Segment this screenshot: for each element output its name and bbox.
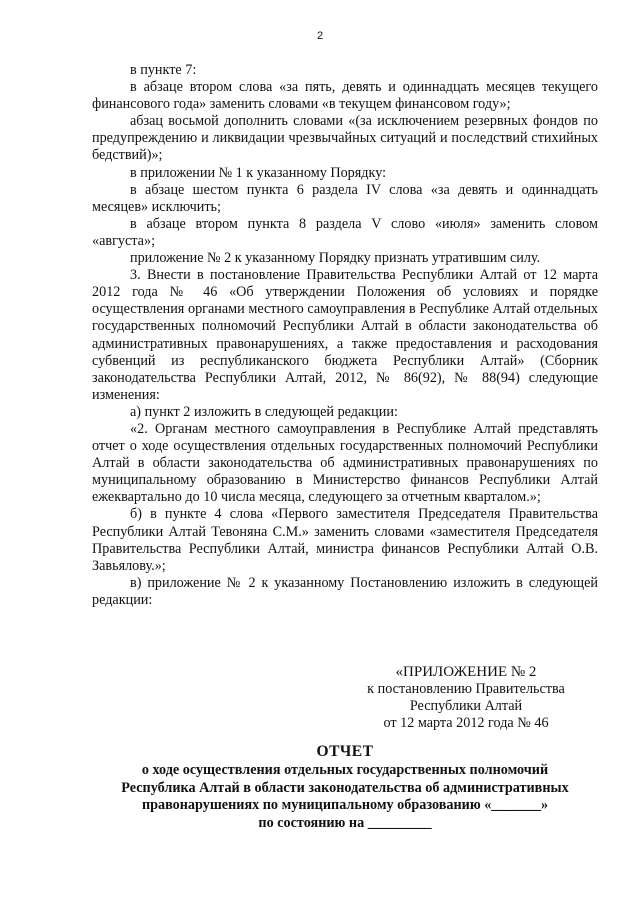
paragraph: а) пункт 2 изложить в следующей редакции: xyxy=(130,403,398,420)
report-subtitle-line: правонарушениях по муниципальному образованию «_______» xyxy=(141,797,549,813)
appendix-line: Республики Алтай xyxy=(409,698,523,714)
body-text xyxy=(92,62,598,609)
page-number: 2 xyxy=(316,30,324,42)
paragraph: приложение № 2 к указанному Порядку признать утратившим силу. xyxy=(130,250,541,267)
paragraph: в абзаце втором пункта 8 раздела V слово «июля» заменить словом «августа»; xyxy=(92,215,598,249)
report-subtitle-line: о ходе осуществления отдельных государственных полномочий xyxy=(141,762,549,778)
appendix-line: от 12 марта 2012 года № 46 xyxy=(383,715,549,731)
report-heading xyxy=(80,742,610,832)
paragraph: «2. Органам местного самоуправления в Республике Алтай представлять отчет о ходе осуществления отдельных государственных полномочий Республики Алтай в области законодательства об административных правонарушениях по муниципальному образованию в Министерство финансов Республики Алтай ежеквартально до 10 числа месяца, следующего за отчетным кварталом.»; xyxy=(92,420,598,506)
paragraph: в абзаце шестом пункта 6 раздела IV слова «за девять и одиннадцать месяцев» исключить; xyxy=(92,181,598,215)
report-date-line: по состоянию на _________ xyxy=(258,814,432,831)
paragraph: в абзаце втором слова «за пять, девять и одиннадцать месяцев текущего финансового года» заменить словами «в текущем финансовом году»; xyxy=(92,79,598,113)
paragraph: в) приложение № 2 к указанному Постановлению изложить в следующей редакции: xyxy=(92,574,598,608)
report-title: ОТЧЕТ xyxy=(316,743,374,760)
paragraph: абзац восьмой дополнить словами «(за исключением резервных фондов по предупреждению и ликвидации чрезвычайных ситуаций и последствий стихийных бедствий)»; xyxy=(92,113,598,164)
appendix-header xyxy=(358,664,574,732)
report-subtitle-line: Республика Алтай в области законодательства об административных xyxy=(121,779,569,796)
paragraph: в приложении № 1 к указанному Порядку: xyxy=(130,164,387,181)
appendix-title: «ПРИЛОЖЕНИЕ № 2 xyxy=(395,664,537,680)
appendix-line: к постановлению Правительства xyxy=(367,681,565,697)
paragraph: в пункте 7: xyxy=(130,62,197,78)
paragraph: б) в пункте 4 слова «Первого заместителя Председателя Правительства Республики Алтай Тевоняна С.М.» заменить словами «заместителя Председателя Правительства Республики Алтай, министра финансов Республики Алтай О.В. Завьялову.»; xyxy=(92,506,598,574)
paragraph: 3. Внести в постановление Правительства Республики Алтай от 12 марта 2012 года № 46 «Об утверждении Положения об условиях и порядке осуществления органами местного самоуправления в Республике Алтай отдельных государственных полномочий Республики Алтай в области законодательства об административных правонарушениях, а также предоставления и расходования субвенций из республиканского бюджета Республики Алтай» (Сборник законодательства Республики Алтай, 2012, № 86(92), № 88(94) следующие изменения: xyxy=(92,267,598,403)
